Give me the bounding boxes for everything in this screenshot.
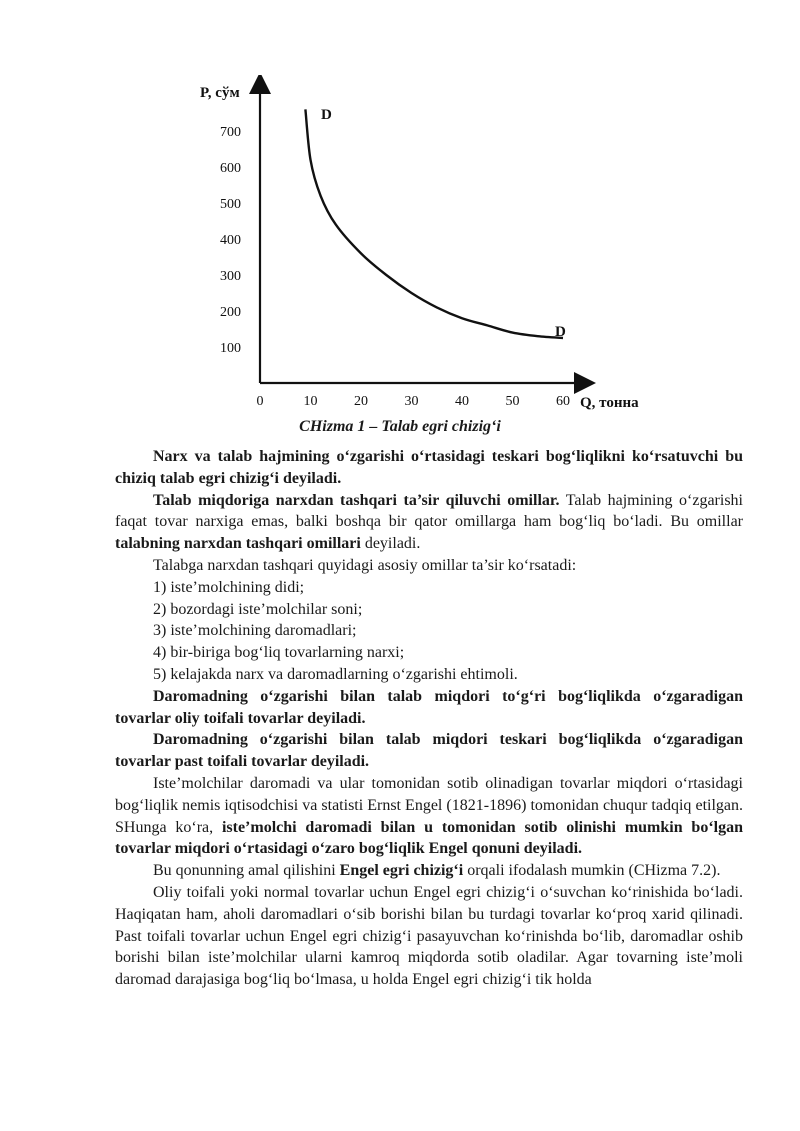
y-tick-label: 200 [220,305,241,320]
paragraph-superior-goods [115,686,743,730]
paragraph-inferior-goods [115,729,743,773]
paragraph-2-term: talabning narxdan tashqari omillari [115,535,361,553]
x-tick-label: 30 [404,394,419,409]
paragraph-7-text-c: orqali ifodalash mumkin (CHizma 7.2). [463,862,721,880]
paragraph-2-text-c: deyiladi. [360,535,421,553]
paragraph-nonprice-factors [115,490,743,555]
paragraph-4-bold: Daromadning o‘zgarishi bilan talab miqdori to‘g‘ri bog‘liqlikda o‘zgaradigan tovarlar oliy toifali tovarlar deyiladi. [115,687,743,727]
list-item: 3) iste’molchining daromadlari; [153,622,357,640]
list-item: 4) bir-biriga bog‘liq tovarlarning narxi; [153,644,405,662]
list-item: 5) kelajakda narx va daromadlarning o‘zgarishi ehtimoli. [153,665,518,683]
demand-curve [305,109,563,338]
y-tick-label: 600 [220,161,241,176]
list-item: 2) bozordagi iste’molchilar soni; [153,600,363,618]
tick-labels [220,125,570,409]
x-tick-label: 20 [354,394,368,409]
paragraph-definition [115,446,743,490]
demand-chart-svg [190,75,670,415]
figure-caption: CHizma 1 – Talab egri chizig‘i [299,418,501,435]
x-tick-label: 10 [303,394,318,409]
demand-chart [190,75,670,415]
y-axis-label: P, сўм [200,85,240,101]
paragraph-2-heading: Talab miqdoriga narxdan tashqari ta’sir qiluvchi omillar. [153,491,560,509]
paragraph-7-term: Engel egri chizig‘i [339,862,464,880]
curve-label-bottom: D [555,324,566,340]
y-tick-label: 300 [220,269,241,284]
paragraph-engel-curve [115,860,743,882]
y-tick-label: 700 [220,125,241,140]
curve-label-top: D [321,107,332,123]
x-tick-label: 60 [556,394,570,409]
paragraph-engel-types: Oliy toifali yoki normal tovarlar uchun Engel egri chizig‘i o‘suvchan ko‘rinishida bo‘ladi. Haqiqatan ham, aholi daromadlari o‘sib borishi bilan bu turdagi tovarlar ko‘proq xarid qilinadi. Past toifali tovarlar uchun Engel egri chizig‘i pasayuvchan ko‘rinishda bo‘lib, daromadlar oshib borishi bilan iste’molchilar ularni kamroq miqdorda sotib oladilar. Agar tovarning iste’moli daromad darajasiga bog‘liq bo‘lmasa, u holda Engel egri chizig‘i tik holda [115,883,743,989]
y-tick-label: 400 [220,233,241,248]
paragraph-7-text-a: Bu qonunning amal qilishini [153,862,340,880]
body-text [115,446,743,991]
list-item: 1) iste’molchining didi; [153,578,305,596]
x-tick-label: 40 [455,394,469,409]
paragraph-2-text-a: Talab hajmining o‘zgarishi faqat tovar narxiga emas, balki boshqa bir qator omillarga ham bog‘liq bo‘ladi. Bu omillar [115,491,743,531]
paragraph-1-bold: Narx va talab hajmining o‘zgarishi o‘rtasidagi teskari bog‘liqlikni ko‘rsatuvchi bu chiziq talab egri chizig‘i deyiladi. [115,448,743,487]
paragraph-factors-intro: Talabga narxdan tashqari quyidagi asosiy omillar ta’sir ko‘rsatadi: [153,556,577,574]
x-tick-label: 0 [256,394,264,409]
x-axis-label: Q, тонна [580,395,639,411]
x-tick-label: 50 [505,394,520,409]
paragraph-6-bold: iste’molchi daromadi bilan u tomonidan sotib olinishi mumkin bo‘lgan tovarlar miqdori o‘rtasidagi o‘zaro bog‘liqlik Engel qonuni deyiladi. [115,818,743,858]
paragraph-engel-law [115,773,743,860]
y-tick-label: 100 [220,341,241,356]
paragraph-5-bold: Daromadning o‘zgarishi bilan talab miqdori teskari bog‘liqlikda o‘zgaradigan tovarlar past toifali tovarlar deyiladi. [115,731,743,771]
y-tick-label: 500 [220,197,241,212]
paragraph-6-text: Iste’molchilar daromadi va ular tomonidan sotib olinadigan tovarlar miqdori o‘rtasidagi bog‘liqlik nemis iqtisodchisi va statisti Ernst Engel (1821-1896) tomonidan chuqur tadqiq etilgan. SHunga ko‘ra, [115,774,743,836]
